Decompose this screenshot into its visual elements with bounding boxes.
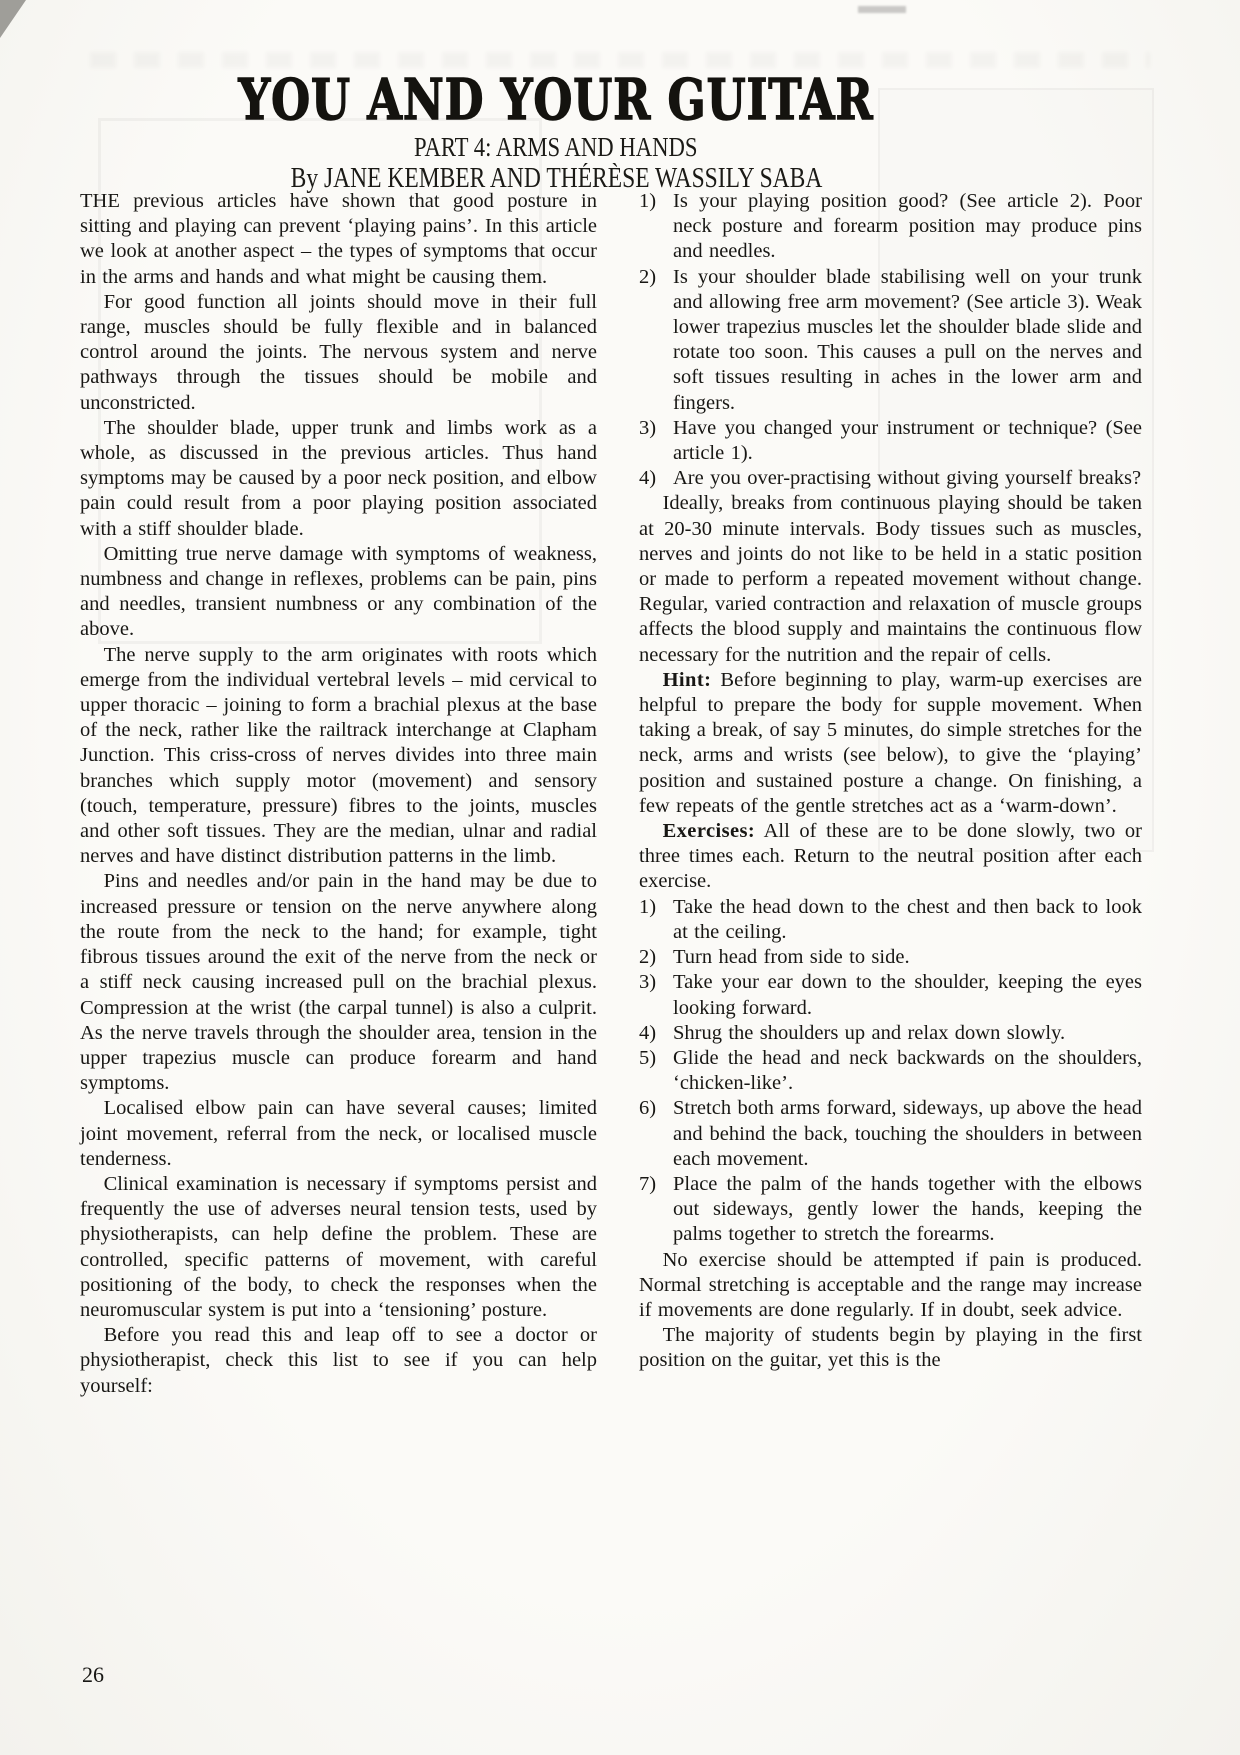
list-text: Is your playing position good? (See article 2). Poor neck posture and forearm position may produce pins and needles. (673, 190, 1142, 263)
list-text: Are you over-practising without giving yourself breaks? (673, 467, 1142, 490)
list-text: Is your shoulder blade stabilising well on your trunk and allowing free arm movement? (See article 3). Weak lower trapezius muscles let the shoulder blade slide and rotate too soon. This causes a pull on the nerves and soft tissues resulting in aches in the lower arm and fingers. (673, 265, 1142, 414)
article-subtitle: PART 4: ARMS AND HANDS (414, 132, 698, 162)
checklist-item (639, 416, 1142, 466)
list-text: Have you changed your instrument or technique? (See article 1). (673, 416, 1142, 465)
list-text: Shrug the shoulders up and relax down slowly. (673, 1021, 1066, 1044)
article-body (80, 189, 1142, 1399)
exercise-item (639, 1172, 1142, 1248)
article-header (80, 67, 1032, 194)
list-text: Stretch both arms forward, sideways, up above the head and behind the back, touching the shoulders in between each movement. (673, 1097, 1142, 1170)
list-number: 5) (639, 1046, 657, 1069)
exercise-item (639, 970, 1142, 1020)
list-number: 2) (639, 265, 657, 288)
checklist-item (639, 265, 1142, 416)
scan-corner-artifact (0, 0, 26, 38)
list-text: Take the head down to the chest and then back to look at the ceiling. (673, 895, 1142, 943)
left-column (80, 189, 597, 1399)
exercise-item (639, 1046, 1142, 1096)
list-number: 4) (639, 467, 657, 490)
scan-edge-artifact (858, 6, 906, 13)
paragraph: The majority of students begin by playing in the first position on the guitar, yet this is the (639, 1324, 1142, 1372)
list-number: 4) (639, 1021, 657, 1044)
list-text: Glide the head and neck backwards on the shoulders, ‘chicken-like’. (673, 1046, 1142, 1095)
exercises-label: Exercises: (662, 820, 756, 843)
paragraph: Omitting true nerve damage with symptoms of weakness, numbness and change in reflexes, problems can be pain, pins and needles, transient numbness or any combination of the above. (80, 542, 597, 641)
paragraph: THE previous articles have shown that good posture in sitting and playing can prevent ‘playing pains’. In this article we look at another aspect – the types of symptoms that occur in the arms and hands and what might be causing them. (80, 190, 597, 288)
exercise-item (639, 945, 1142, 970)
paragraph: The nerve supply to the arm originates with roots which emerge from the individual vertebral levels – mid cervical to upper thoracic – joining to form a brachial plexus at the base of the neck, rather like the railtrack interchange at Clapham Junction. This criss-cross of nerves divides into three main branches which supply motor (movement) and sensory (touch, temperature, pressure) fibres to the joints, muscles and other soft tissues. They are the median, ulnar and radial nerves and have distinct distribution patterns in the limb. (80, 643, 597, 868)
page-number: 26 (82, 1662, 104, 1687)
article-byline: By JANE KEMBER AND THÉRÈSE WASSILY SABA (290, 163, 822, 194)
paragraph: Localised elbow pain can have several causes; limited joint movement, referral from the neck, or localised muscle tenderness. (80, 1097, 597, 1170)
list-number: 2) (639, 946, 657, 969)
paragraph: Ideally, breaks from continuous playing should be taken at 20-30 minute intervals. Body tissues such as muscles, nerves and joints do not like to be held in a static position or made to perform a repeated movement without change. Regular, varied contraction and relaxation of muscle groups affects the blood supply and maintains the continuous flow necessary for the nutrition and the repair of cells. (639, 492, 1142, 666)
list-text: Place the palm of the hands together with the elbows out sideways, gently lower the hands, keeping the palms together to stretch the forearms. (673, 1172, 1142, 1246)
list-text: Turn head from side to side. (673, 946, 910, 969)
paragraph: Before you read this and leap off to see a doctor or physiotherapist, check this list to see if you can help yourself: (80, 1324, 597, 1397)
paragraph-hint (639, 668, 1142, 819)
list-number: 7) (639, 1172, 657, 1195)
exercise-item (639, 1096, 1142, 1172)
checklist-item (639, 189, 1142, 265)
paragraph: For good function all joints should move in their full range, muscles should be fully flexible and in balanced control around the joints. The nervous system and nerve pathways through the tissues should be mobile and unconstricted. (80, 290, 597, 414)
paragraph: The shoulder blade, upper trunk and limbs work as a whole, as discussed in the previous articles. Thus hand symptoms may be caused by a poor neck position, and elbow pain could result from a poor playing position associated with a stiff shoulder blade. (80, 416, 597, 540)
hint-label: Hint: (662, 668, 712, 691)
list-number: 3) (639, 416, 657, 439)
exercises-text: All of these are to be done slowly, two or three times each. Return to the neutral position after each exercise. (639, 820, 1142, 893)
checklist-item (639, 466, 1142, 491)
paragraph-exercises (639, 819, 1142, 895)
paragraph: Pins and needles and/or pain in the hand may be due to increased pressure or tension on the nerve anywhere along the route from the neck to the hand; for example, tight fibrous tissues around the exit of the nerve from the neck or a stiff neck causing increased pull on the brachial plexus. Compression at the wrist (the carpal tunnel) is also a culprit. As the nerve travels through the shoulder area, tension in the upper trapezius muscle can produce forearm and hand symptoms. (80, 870, 597, 1095)
right-column (639, 189, 1142, 1399)
list-number: 3) (639, 971, 657, 994)
list-number: 1) (639, 190, 657, 212)
list-number: 6) (639, 1097, 657, 1120)
paragraph: Clinical examination is necessary if symptoms persist and frequently the use of adverses neural tension tests, used by physiotherapists, can help define the problem. These are controlled, specific patterns of movement, with careful positioning of the body, to check the responses when the neuromuscular system is put into a ‘tensioning’ posture. (80, 1172, 597, 1321)
article-title: YOU AND YOUR GUITAR (238, 67, 874, 133)
exercise-item (639, 1021, 1142, 1046)
article-title-row (80, 67, 1032, 133)
list-text: Take your ear down to the shoulder, keeping the eyes looking forward. (673, 971, 1142, 1019)
exercise-item (639, 895, 1142, 945)
list-number: 1) (639, 895, 657, 918)
bleed-through-artifact (90, 52, 1150, 68)
article-subtitle-row (80, 132, 1032, 162)
hint-text: Before beginning to play, warm-up exercises are helpful to prepare the body for supple movement. When taking a break, of say 5 minutes, do simple stretches for the neck, arms and wrists (see below), to give the ‘playing’ position and sustained posture a change. On finishing, a few repeats of the gentle stretches act as a ‘warm-down’. (639, 668, 1142, 817)
paragraph: No exercise should be attempted if pain is produced. Normal stretching is acceptable and the range may increase if movements are done regularly. If in doubt, seek advice. (639, 1248, 1142, 1321)
